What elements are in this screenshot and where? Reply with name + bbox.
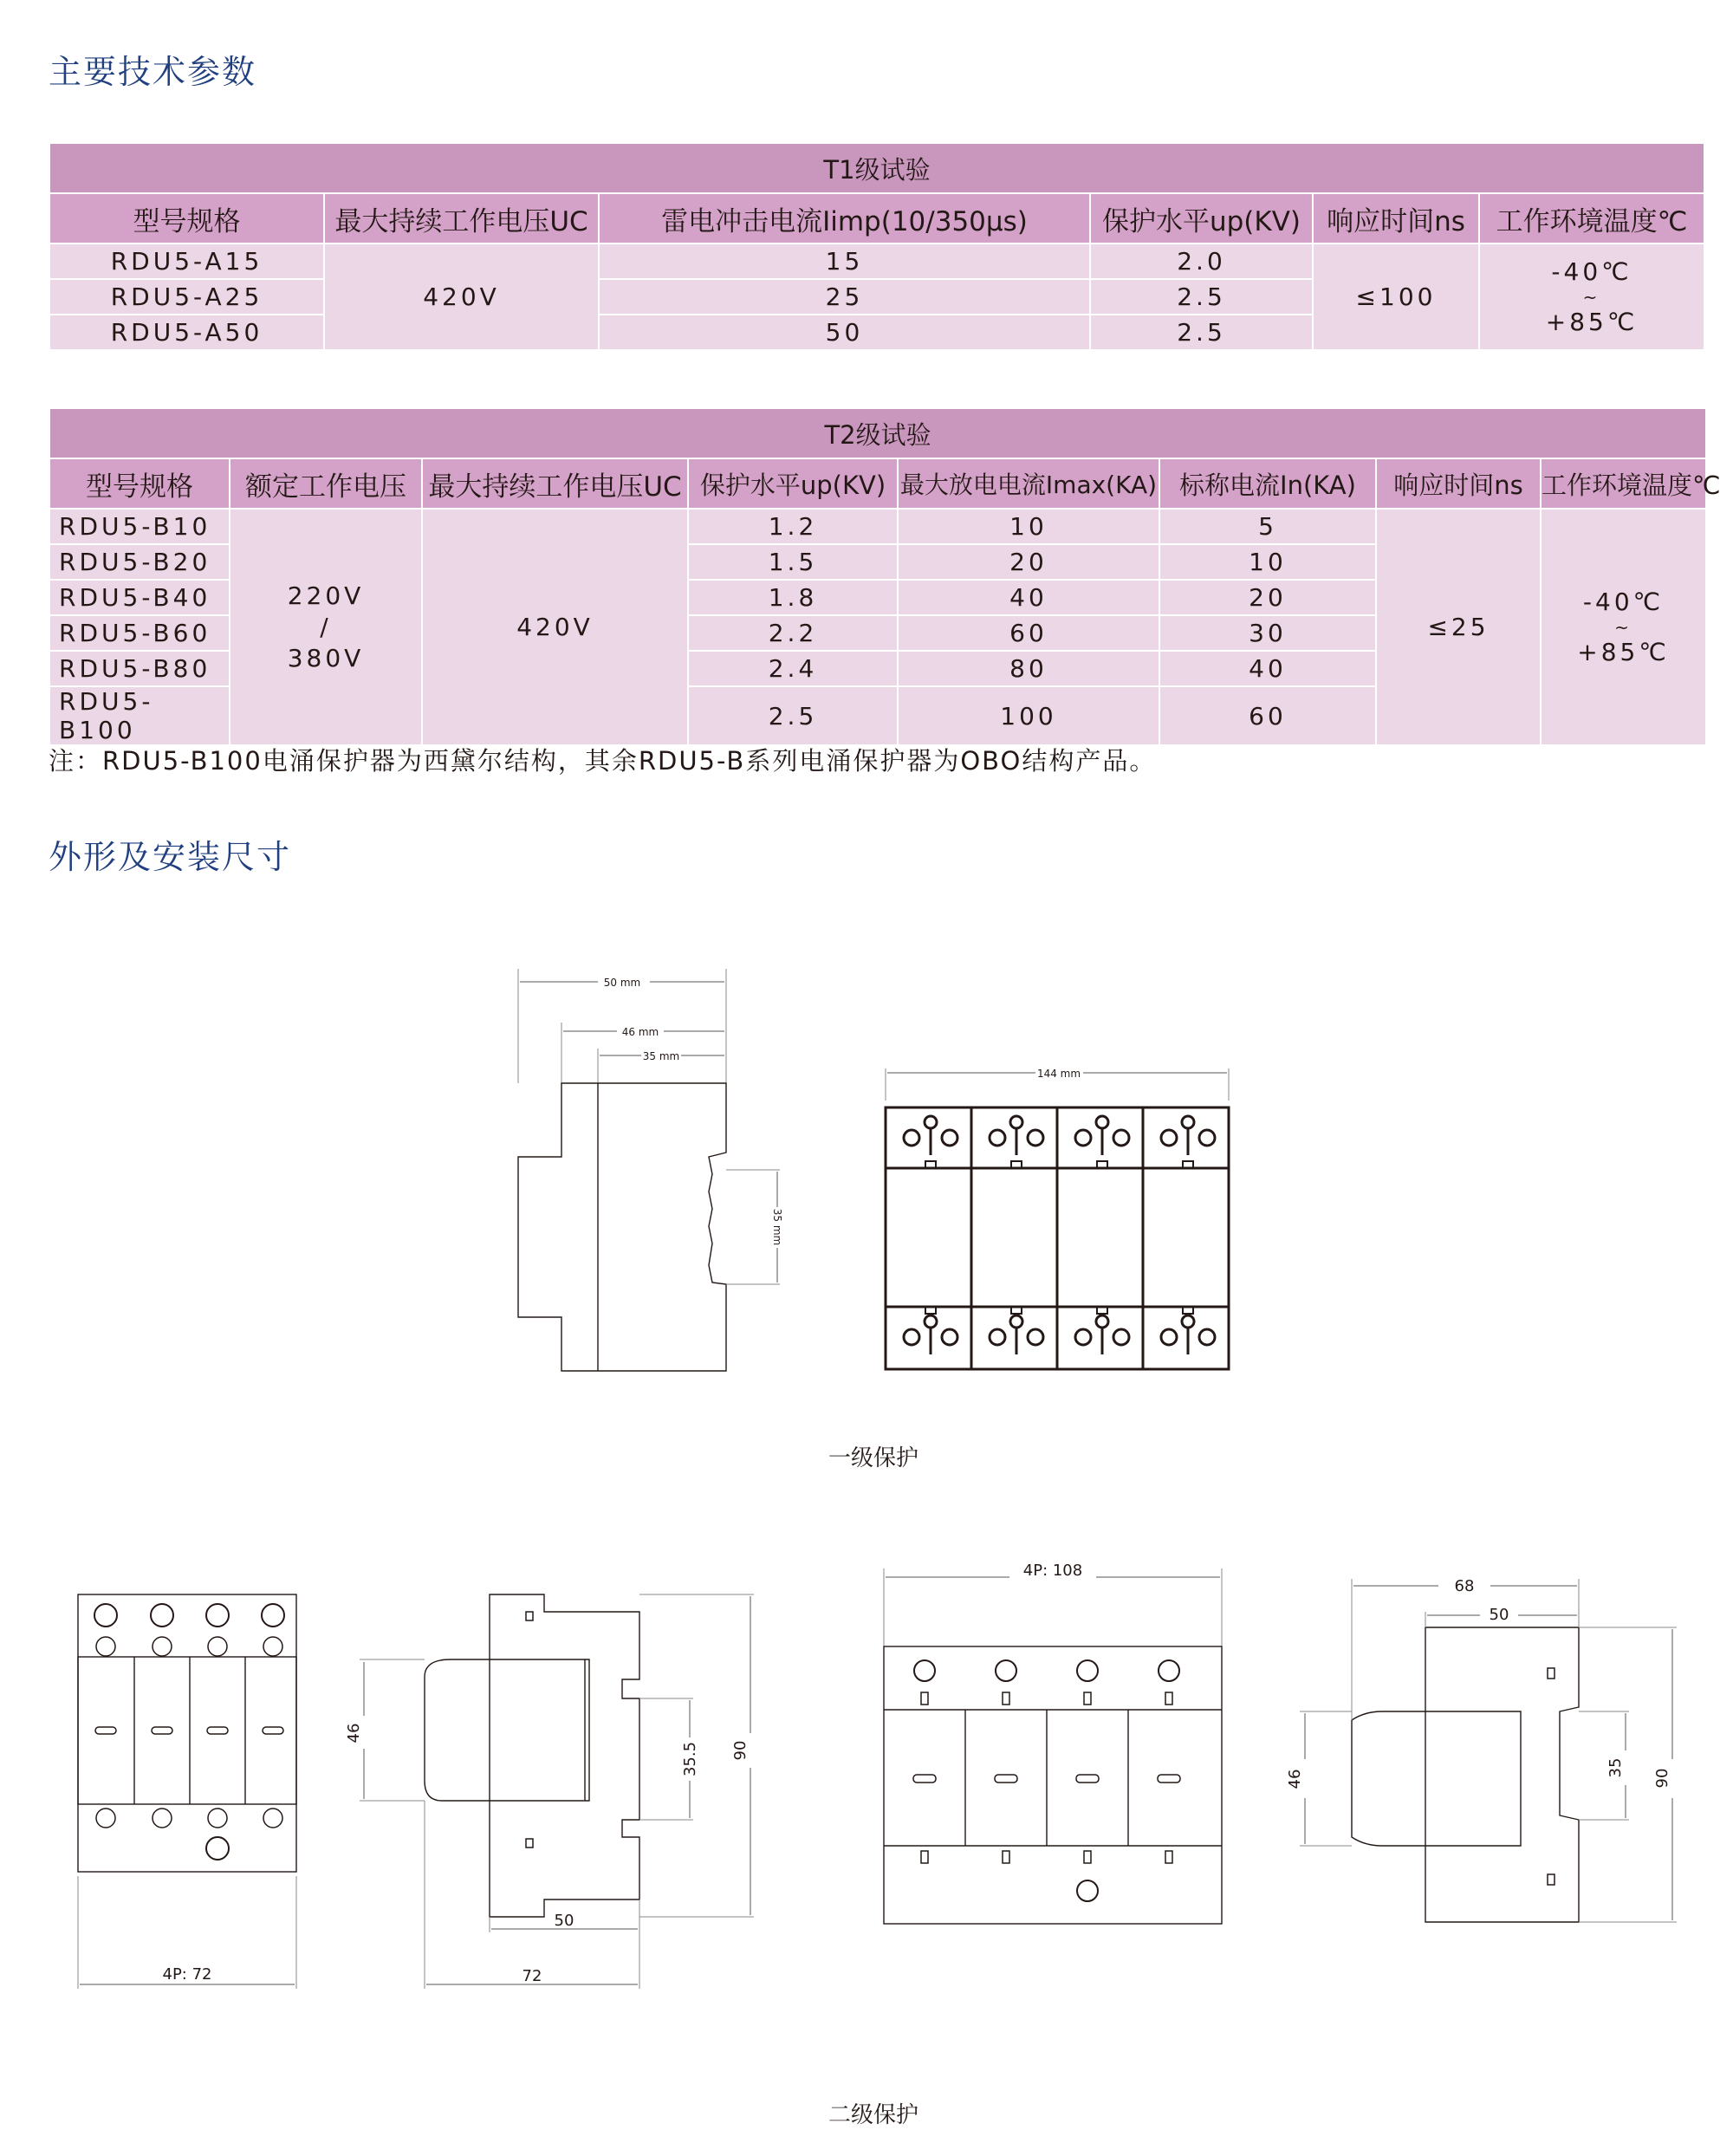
dim-46: 46 xyxy=(345,1723,363,1744)
terminal-screw-icon xyxy=(1161,1329,1177,1345)
terminal-screw-icon xyxy=(996,1660,1016,1681)
dim-90-b: 90 xyxy=(1653,1768,1671,1789)
module-slot xyxy=(95,1727,116,1734)
terminal-screw-icon xyxy=(263,1637,282,1656)
t2-header-response: 响应时间ns xyxy=(1377,459,1540,508)
neutral-screw-icon xyxy=(206,1837,229,1860)
neutral-screw-icon xyxy=(1077,1880,1098,1901)
t2-in: 30 xyxy=(1160,616,1375,650)
dim-35mm: 35 mm xyxy=(642,1050,680,1062)
dim-68: 68 xyxy=(1454,1577,1475,1595)
t1-up: 2.5 xyxy=(1091,280,1312,314)
t2-up: 1.5 xyxy=(689,545,897,579)
t2-header-rated: 额定工作电压 xyxy=(230,459,421,508)
t1-response-value: ≤100 xyxy=(1314,244,1478,349)
dim-4p-72: 4P: 72 xyxy=(162,1965,212,1984)
t2-header-imax: 最大放电电流Imax(KA) xyxy=(899,459,1159,508)
t2-in: 10 xyxy=(1160,545,1375,579)
t2-up: 1.2 xyxy=(689,510,897,543)
terminal-link-icon xyxy=(1010,1116,1022,1128)
terminal-screw-icon xyxy=(990,1329,1005,1345)
terminal-screw-icon xyxy=(1028,1130,1043,1146)
t1-temp-low: -40℃ xyxy=(1551,257,1632,286)
t1-temp-high: +85℃ xyxy=(1545,307,1639,336)
caption-level2: 二级保护 xyxy=(828,2102,919,2128)
t1-model: RDU5-A25 xyxy=(50,280,323,314)
terminal-screw-icon xyxy=(942,1329,957,1345)
terminal-screw-icon xyxy=(262,1604,284,1627)
terminal-link-icon xyxy=(1096,1315,1108,1328)
t2-up: 2.2 xyxy=(689,616,897,650)
terminal-link-icon xyxy=(1182,1116,1194,1128)
t2-temp-high: +85℃ xyxy=(1577,637,1670,666)
t2-temp-low: -40℃ xyxy=(1582,587,1665,616)
terminal-screw-icon xyxy=(153,1637,172,1656)
t1-model: RDU5-A15 xyxy=(50,244,323,278)
t2-model: RDU5-B40 xyxy=(50,581,229,614)
terminal-screw-icon xyxy=(1028,1329,1043,1345)
terminal-link-icon xyxy=(1182,1315,1194,1328)
level2-a-front-view xyxy=(78,1594,296,1989)
t1-up: 2.5 xyxy=(1091,315,1312,349)
t2-response-value: ≤25 xyxy=(1377,510,1540,744)
clip-mark xyxy=(1548,1668,1555,1679)
terminal-screw-icon xyxy=(1113,1329,1129,1345)
t2-temp-sep: ~ xyxy=(1614,616,1632,638)
terminal-screw-icon xyxy=(904,1329,919,1345)
dim-50-b: 50 xyxy=(1489,1606,1509,1624)
level2-b-side-view xyxy=(1300,1579,1677,1922)
terminal-screw-icon xyxy=(914,1660,935,1681)
t2-imax: 100 xyxy=(899,687,1159,744)
t2-rated-line3: 380V xyxy=(287,643,365,672)
terminal-pin xyxy=(1003,1851,1009,1863)
t2-model: RDU5-B80 xyxy=(50,652,229,685)
t2-header-uc: 最大持续工作电压UC xyxy=(423,459,687,508)
t2-header-model: 型号规格 xyxy=(50,459,229,508)
t2-in: 40 xyxy=(1160,652,1375,685)
t1-header-iimp: 雷电冲击电流Iimp(10/350μs) xyxy=(600,194,1089,243)
t1-header-uc: 最大持续工作电压UC xyxy=(325,194,598,243)
terminal-pin xyxy=(921,1851,928,1863)
terminal-screw-icon xyxy=(151,1604,173,1627)
terminal-pin xyxy=(1003,1692,1009,1705)
t2-imax: 40 xyxy=(899,581,1159,614)
terminal-link-icon xyxy=(925,1116,937,1128)
terminal-screw-icon xyxy=(153,1809,172,1828)
dim-35-b: 35 xyxy=(1606,1757,1625,1778)
t2-up: 2.5 xyxy=(689,687,897,744)
terminal-screw-icon xyxy=(1077,1660,1098,1681)
clip-mark xyxy=(1548,1874,1555,1885)
clip-mark xyxy=(526,1839,533,1848)
t2-in: 60 xyxy=(1160,687,1375,744)
terminal-screw-icon xyxy=(206,1604,229,1627)
terminal-pin xyxy=(1165,1851,1172,1863)
t2-header-up: 保护水平up(KV) xyxy=(689,459,897,508)
t2-model: RDU5-B20 xyxy=(50,545,229,579)
dim-72: 72 xyxy=(522,1967,542,1985)
t2-rated-line2: / xyxy=(320,612,332,641)
dim-46mm: 46 mm xyxy=(621,1026,659,1038)
t2-header-in: 标称电流In(KA) xyxy=(1160,459,1375,508)
terminal-link-icon xyxy=(1096,1116,1108,1128)
terminal-screw-icon xyxy=(208,1809,227,1828)
t2-imax: 10 xyxy=(899,510,1159,543)
dim-46-b: 46 xyxy=(1286,1769,1304,1789)
t2-uc-value: 420V xyxy=(423,510,687,744)
terminal-screw-icon xyxy=(1113,1130,1129,1146)
clip-mark xyxy=(526,1612,533,1620)
module-slot xyxy=(995,1775,1017,1783)
dim-50mm: 50 mm xyxy=(603,977,641,989)
t2-model: RDU5-B100 xyxy=(50,687,229,744)
terminal-screw-icon xyxy=(263,1809,282,1828)
module-slot xyxy=(913,1775,936,1783)
terminal-screw-icon xyxy=(942,1130,957,1146)
t2-model: RDU5-B10 xyxy=(50,510,229,543)
t2-imax: 60 xyxy=(899,616,1159,650)
t2-in: 5 xyxy=(1160,510,1375,543)
terminal-screw-icon xyxy=(1075,1329,1091,1345)
t2-up: 1.8 xyxy=(689,581,897,614)
terminal-screw-icon xyxy=(94,1604,117,1627)
terminal-pin xyxy=(921,1692,928,1705)
t2-up: 2.4 xyxy=(689,652,897,685)
level2-b-front-view xyxy=(884,1568,1222,1924)
module-slot xyxy=(1158,1775,1180,1783)
dim-144mm: 144 mm xyxy=(1036,1068,1081,1080)
t1-temp-sep: ~ xyxy=(1582,286,1601,308)
module-slot xyxy=(1076,1775,1099,1783)
t2-imax: 80 xyxy=(899,652,1159,685)
terminal-screw-icon xyxy=(96,1637,115,1656)
t1-header-response: 响应时间ns xyxy=(1314,194,1478,243)
terminal-screw-icon xyxy=(1199,1130,1215,1146)
table-note: 注：RDU5-B100电涌保护器为西黛尔结构，其余RDU5-B系列电涌保护器为OBO结构产品。 xyxy=(49,746,1157,776)
module-slot xyxy=(263,1727,283,1734)
dim-35mm-rail: 35 mm xyxy=(771,1208,783,1246)
t2-header-temp: 工作环境温度℃ xyxy=(1542,459,1705,508)
t1-up: 2.0 xyxy=(1091,244,1312,278)
terminal-link-icon xyxy=(1010,1315,1022,1328)
terminal-screw-icon xyxy=(1199,1329,1215,1345)
dim-50: 50 xyxy=(554,1912,574,1930)
terminal-pin xyxy=(1084,1692,1091,1705)
terminal-screw-icon xyxy=(990,1130,1005,1146)
section-title-dimensions: 外形及安装尺寸 xyxy=(49,838,292,876)
t1-uc-value: 420V xyxy=(325,244,598,349)
module-slot xyxy=(152,1727,172,1734)
terminal-screw-icon xyxy=(1161,1130,1177,1146)
t2-rated-line1: 220V xyxy=(287,581,365,610)
t1-table-title: T1级试验 xyxy=(50,144,1704,192)
terminal-link-icon xyxy=(925,1315,937,1328)
t2-imax: 20 xyxy=(899,545,1159,579)
t2-table-title: T2级试验 xyxy=(50,409,1705,458)
section-title-params: 主要技术参数 xyxy=(49,53,257,91)
module-slot xyxy=(207,1727,228,1734)
t1-iimp: 50 xyxy=(600,315,1089,349)
t1-header-model: 型号规格 xyxy=(50,194,323,243)
t1-iimp: 15 xyxy=(600,244,1089,278)
terminal-screw-icon xyxy=(1075,1130,1091,1146)
t1-model: RDU5-A50 xyxy=(50,315,323,349)
terminal-screw-icon xyxy=(96,1809,115,1828)
caption-level1: 一级保护 xyxy=(828,1445,919,1471)
dim-90: 90 xyxy=(731,1740,750,1761)
terminal-screw-icon xyxy=(208,1637,227,1656)
terminal-screw-icon xyxy=(1159,1660,1179,1681)
terminal-pin xyxy=(1084,1851,1091,1863)
t1-header-temp: 工作环境温度℃ xyxy=(1480,194,1704,243)
terminal-pin xyxy=(1165,1692,1172,1705)
t2-in: 20 xyxy=(1160,581,1375,614)
dim-4p-108: 4P: 108 xyxy=(1022,1562,1083,1580)
t2-model: RDU5-B60 xyxy=(50,616,229,650)
t1-header-up: 保护水平up(KV) xyxy=(1091,194,1312,243)
dim-35-5: 35.5 xyxy=(681,1741,699,1777)
terminal-screw-icon xyxy=(904,1130,919,1146)
t1-iimp: 25 xyxy=(600,280,1089,314)
